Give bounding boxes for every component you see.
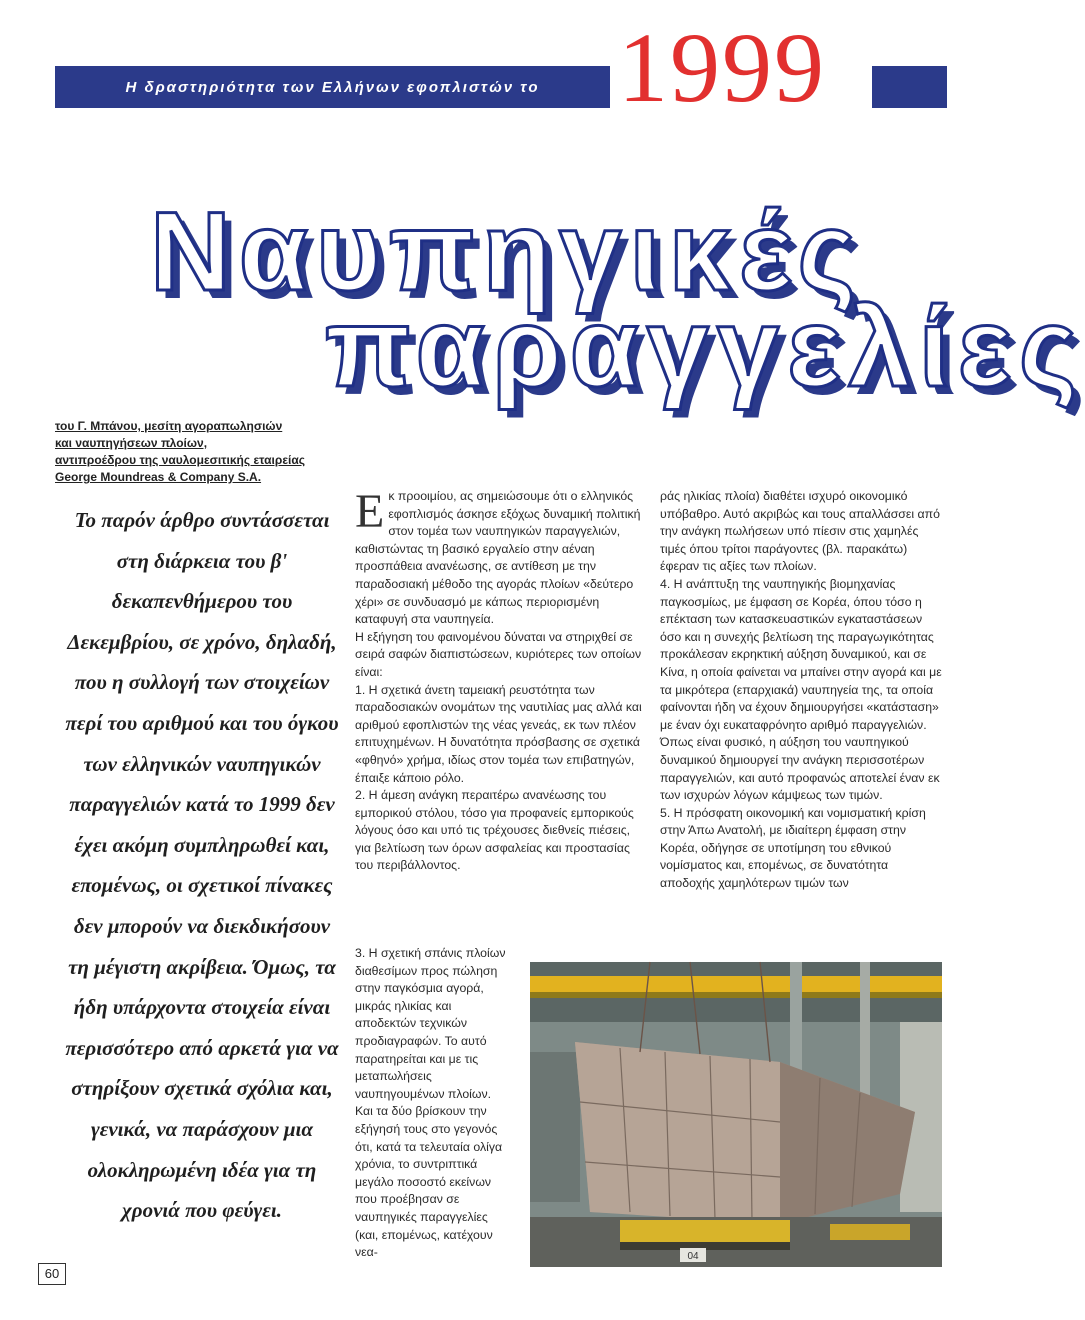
article-title-line-1: Ναυπηγικές [150,189,864,314]
body-column-2 [355,485,645,875]
body-column-3 [660,488,942,893]
byline-line-2: και ναυπηγήσεων πλοίων, [55,436,208,450]
body-paragraph: 1. Η σχετικά άνετη ταμειακή ρευστότητα των παραδοσιακών ονομάτων της ναυτιλίας μας αλλά και αριθμού εφοπλιστών της νέας γενεάς, εκ των πλέον επιτυχημένων. Η δυνατότητα πρόσβασης σε σχετικά «φθηνό» χρήμα, ιδίως στον τομέα των επιβατηγών, έπαιξε κάποιο ρόλο. [355,682,642,785]
article-title-line-2: παραγγελίες [325,285,1085,410]
body-text: κ προοιμίου, ας σημειώσουμε ότι ο ελληνικός εφοπλισμός άσκησε εξόχως δυναμική πολιτική στον τομέα των ναυπηγικών παραγγελιών, καθιστώντας τη βασικό εργαλείο στην αέναη προσπάθεια ανανέωσης, σε αντίθεση με την παραδοσιακή μέθοδο της αγοράς πλοίων «δεύτερο χέρι» σε συνδυασμό με κάπως περιορισμένη καταφυγή στα ναυπηγεία. [355,489,641,627]
year-heading: 1999 [618,12,826,123]
lead-paragraph [62,500,342,1231]
body-paragraph: 5. Η πρόσφατη οικονομική και νομισματική κρίση στην Άπω Ανατολή, με ιδιαίτερη έμφαση στην Κορέα, οδήγησε σε υποτίμηση του εθνικού νομίσματος και, επομένως, σε δυνατότητα αποδοχής χαμηλότερων τιμών των [660,805,926,891]
shipyard-photo [530,962,942,1267]
banner-text: Η δραστηριότητα των Ελλήνων εφοπλιστών το [125,78,540,96]
body-paragraph: 3. Η σχετική σπάνις πλοίων διαθεσίμων προς πώληση στην παγκόσμια αγορά, μικράς ηλικίας και αποδεκτών τεχνικών προδιαγραφών. Το αυτό παρατηρείται και με τις μεταπωλήσεις ναυπηγουμένων πλοίων. Και τα δύο βρίσκουν την εξήγησή τους στο γεγονός ότι, κατά τα τελευταία ολίγα χρόνια, το συντριπτικά μεγάλο ποσοστό εκείνων που προέβησαν σε ναυπηγικές παραγγελίες (και, επομένως, κατέχουν νεα- [355,946,506,1260]
banner-tail-bar [872,66,947,108]
byline-line-3: αντιπροέδρου της ναυλομεσιτικής εταιρείας [55,453,305,467]
body-paragraph: 4. Η ανάπτυξη της ναυπηγικής βιομηχανίας παγκοσμίως, με έμφαση σε Κορέα, όπου τόσο η επέκταση των κατασκευαστικών εγκαταστάσεων όσο και η συνεχής βελτίωση της παραγωγικότητας προκάλεσαν εκρηκτική αύξηση δυναμικού, και σε Κίνα, η οποία φαίνεται να μπαίνει στην αγορά και με τα μικρότερα (επαρχιακά) ναυπηγεία της, τα οποία φαίνονται ήδη να έχουν δημιουργήσει «κατάσταση» με έναν όχι ευκαταφρόνητο αριθμό παραγγελιών. Όπως είναι φυσικό, η αύξηση του ναυπηγικού δυναμικού δημιουργεί την ανάγκη περισσοτέρων παραγγελιών, και αυτό προφανώς αποτελεί έναν εκ των ισχυρών λόγων κάμψεως των τιμών. [660,576,942,803]
byline-line-4: George Moundreas & Company S.A. [55,470,262,484]
lead-text: Το παρόν άρθρο συντάσσεται στη διάρκεια του β' δεκαπενθήμερου του Δεκεμβρίου, σε χρόνο, δηλαδή, που η συλλογή των στοιχείων περί του αριθμού και του όγκου των ελληνικών ναυπηγικών παραγγελιών κατά το 1999 δεν έχει ακόμη συμπληρωθεί και, επομένως, οι σχετικοί πίνακες δεν μπορούν να διεκδικήσουν τη μέγιστη ακρίβεια. Όμως, τα ήδη υπάρχοντα στοιχεία είναι περισσότερο από αρκετά για να στηρίξουν σχετικά σχόλια και, γενικά, να παράσχουν μια ολοκληρωμένη ιδέα για τη χρονιά που φεύγει. [65,508,339,1223]
body-paragraph: ράς ηλικίας πλοία) διαθέτει ισχυρό οικονομικό υπόβαθρο. Αυτό ακριβώς και τους απαλλάσσει από την ανάγκη πωλήσεων υπό πίεσιν στις χαμηλές τιμές όπου τρίτοι παράγοντες (βλ. παρακάτω) έφεραν τις αξίες των πλοίων. [660,489,940,574]
byline-line-1: του Γ. Μπάνου, μεσίτη αγοραπωλησιών [55,419,283,433]
byline [55,418,335,486]
section-banner [55,66,610,108]
page-number: 60 [38,1263,66,1285]
body-paragraph [355,485,645,629]
shipyard-illustration [530,962,942,1267]
body-paragraph: 2. Η άμεση ανάγκη περαιτέρω ανανέωσης του εμπορικού στόλου, τόσο για προφανείς εμπορικούς λόγους όσο και υπό τις τρέχουσες διεθνείς πιέσεις, για βελτίωση των όρων ασφαλείας και προστασίας του περιβάλλοντος. [355,788,634,873]
body-column-2-continued [355,945,510,1262]
body-paragraph: Η εξήγηση του φαινομένου δύναται να στηριχθεί σε σειρά σαφών διαπιστώσεων, κυριότερες των οποίων είναι: [355,629,642,679]
drop-cap: Ε [355,485,385,538]
plate-label: 04 [687,1251,699,1262]
